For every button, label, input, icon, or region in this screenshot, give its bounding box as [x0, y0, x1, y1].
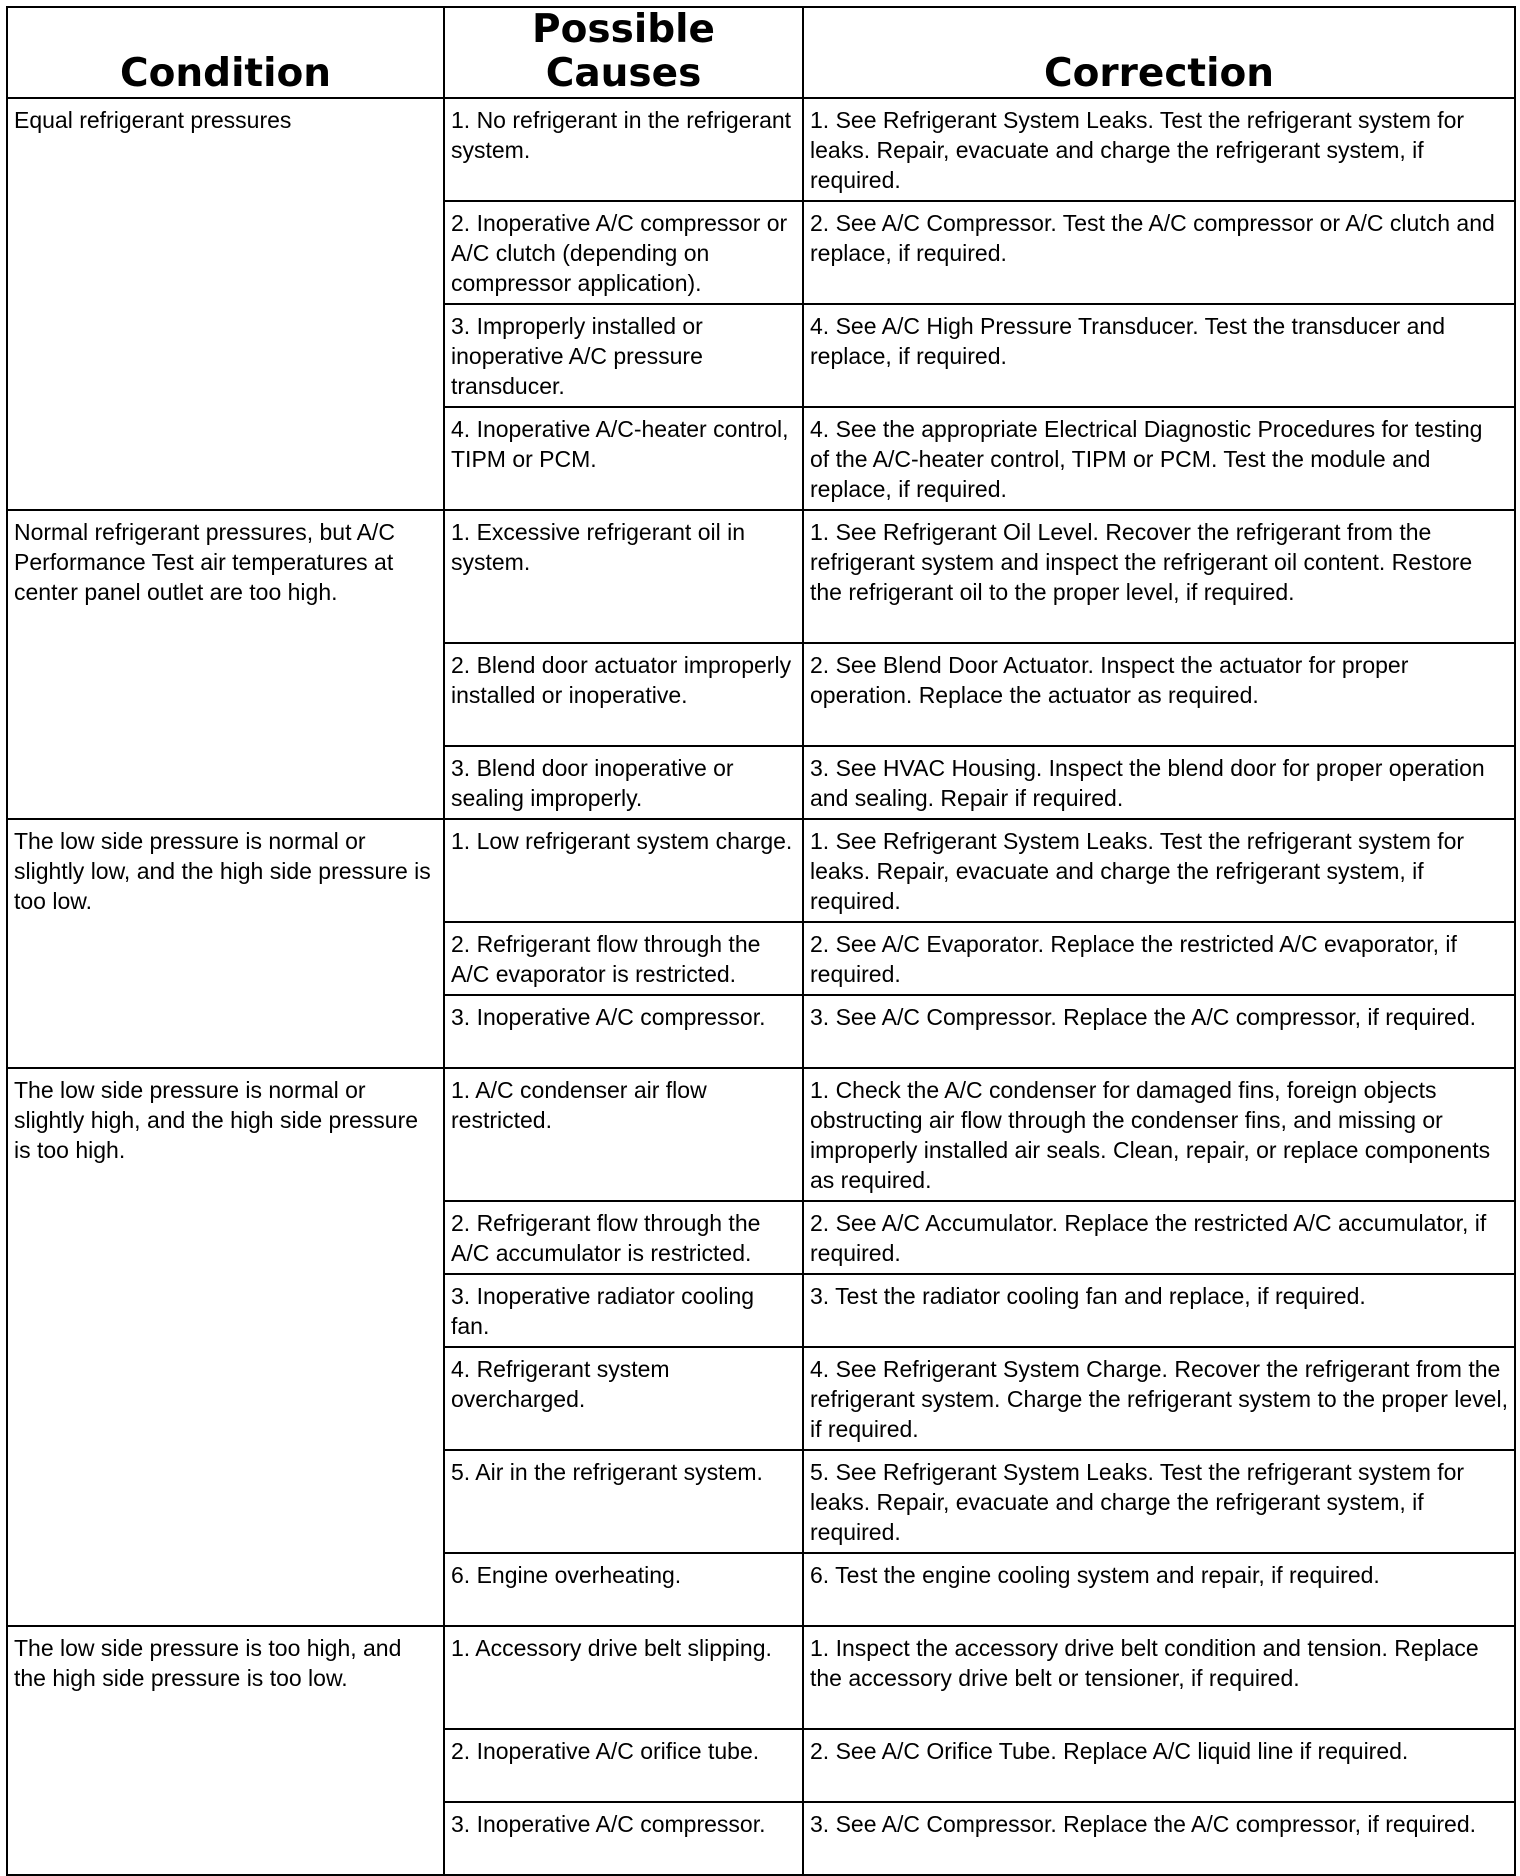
cause-cell: 2. Inoperative A/C orifice tube. — [444, 1729, 803, 1802]
condition-cell: Normal refrigerant pressures, but A/C Performance Test air temperatures at center panel outlet are too high. — [7, 510, 444, 819]
cause-cell: 3. Blend door inoperative or sealing improperly. — [444, 746, 803, 819]
cause-cell: 1. Accessory drive belt slipping. — [444, 1626, 803, 1729]
cause-cell: 1. A/C condenser air flow restricted. — [444, 1068, 803, 1201]
cause-cell: 2. Refrigerant flow through the A/C evaporator is restricted. — [444, 922, 803, 995]
correction-cell: 4. See the appropriate Electrical Diagnostic Procedures for testing of the A/C-heater control, TIPM or PCM. Test the module and replace, if required. — [803, 407, 1515, 510]
correction-cell: 1. See Refrigerant System Leaks. Test the refrigerant system for leaks. Repair, evacuate and charge the refrigerant system, if required. — [803, 98, 1515, 201]
header-condition: Condition — [7, 7, 444, 98]
cause-cell: 4. Refrigerant system overcharged. — [444, 1347, 803, 1450]
header-possible-causes: Possible Causes — [444, 7, 803, 98]
header-correction: Correction — [803, 7, 1515, 98]
correction-cell: 1. See Refrigerant System Leaks. Test the refrigerant system for leaks. Repair, evacuate and charge the refrigerant system, if required. — [803, 819, 1515, 922]
cause-cell: 3. Improperly installed or inoperative A/C pressure transducer. — [444, 304, 803, 407]
correction-cell: 2. See Blend Door Actuator. Inspect the actuator for proper operation. Replace the actuator as required. — [803, 643, 1515, 746]
correction-cell: 3. See HVAC Housing. Inspect the blend door for proper operation and sealing. Repair if required. — [803, 746, 1515, 819]
header-row — [7, 7, 1515, 98]
correction-cell: 2. See A/C Compressor. Test the A/C compressor or A/C clutch and replace, if required. — [803, 201, 1515, 304]
table-row — [7, 1626, 1515, 1729]
correction-cell: 3. Test the radiator cooling fan and replace, if required. — [803, 1274, 1515, 1347]
table-row — [7, 1068, 1515, 1201]
table-row — [7, 510, 1515, 643]
cause-cell: 1. No refrigerant in the refrigerant system. — [444, 98, 803, 201]
condition-cell: The low side pressure is normal or slightly high, and the high side pressure is too high. — [7, 1068, 444, 1626]
correction-cell: 6. Test the engine cooling system and repair, if required. — [803, 1553, 1515, 1626]
cause-cell: 2. Inoperative A/C compressor or A/C clutch (depending on compressor application). — [444, 201, 803, 304]
cause-cell: 1. Low refrigerant system charge. — [444, 819, 803, 922]
correction-cell: 3. See A/C Compressor. Replace the A/C compressor, if required. — [803, 995, 1515, 1068]
cause-cell: 2. Blend door actuator improperly installed or inoperative. — [444, 643, 803, 746]
correction-cell: 2. See A/C Orifice Tube. Replace A/C liquid line if required. — [803, 1729, 1515, 1802]
cause-cell: 6. Engine overheating. — [444, 1553, 803, 1626]
correction-cell: 1. See Refrigerant Oil Level. Recover the refrigerant from the refrigerant system and inspect the refrigerant oil content. Restore the refrigerant oil to the proper level, if required. — [803, 510, 1515, 643]
cause-cell: 3. Inoperative radiator cooling fan. — [444, 1274, 803, 1347]
correction-cell: 4. See Refrigerant System Charge. Recover the refrigerant from the refrigerant system. Charge the refrigerant system to the proper level, if required. — [803, 1347, 1515, 1450]
cause-cell: 3. Inoperative A/C compressor. — [444, 995, 803, 1068]
correction-cell: 1. Check the A/C condenser for damaged fins, foreign objects obstructing air flow through the condenser fins, and missing or improperly installed air seals. Clean, repair, or replace components as required. — [803, 1068, 1515, 1201]
cause-cell: 5. Air in the refrigerant system. — [444, 1450, 803, 1553]
cause-cell: 2. Refrigerant flow through the A/C accumulator is restricted. — [444, 1201, 803, 1274]
diagnosis-table — [6, 6, 1516, 1876]
correction-cell: 3. See A/C Compressor. Replace the A/C compressor, if required. — [803, 1802, 1515, 1875]
cause-cell: 4. Inoperative A/C-heater control, TIPM or PCM. — [444, 407, 803, 510]
correction-cell: 2. See A/C Accumulator. Replace the restricted A/C accumulator, if required. — [803, 1201, 1515, 1274]
correction-cell: 1. Inspect the accessory drive belt condition and tension. Replace the accessory drive belt or tensioner, if required. — [803, 1626, 1515, 1729]
condition-cell: The low side pressure is too high, and the high side pressure is too low. — [7, 1626, 444, 1875]
cause-cell: 1. Excessive refrigerant oil in system. — [444, 510, 803, 643]
table-row — [7, 98, 1515, 201]
correction-cell: 2. See A/C Evaporator. Replace the restricted A/C evaporator, if required. — [803, 922, 1515, 995]
table-row — [7, 819, 1515, 922]
condition-cell: Equal refrigerant pressures — [7, 98, 444, 510]
correction-cell: 4. See A/C High Pressure Transducer. Test the transducer and replace, if required. — [803, 304, 1515, 407]
correction-cell: 5. See Refrigerant System Leaks. Test the refrigerant system for leaks. Repair, evacuate and charge the refrigerant system, if required. — [803, 1450, 1515, 1553]
cause-cell: 3. Inoperative A/C compressor. — [444, 1802, 803, 1875]
condition-cell: The low side pressure is normal or slightly low, and the high side pressure is too low. — [7, 819, 444, 1068]
